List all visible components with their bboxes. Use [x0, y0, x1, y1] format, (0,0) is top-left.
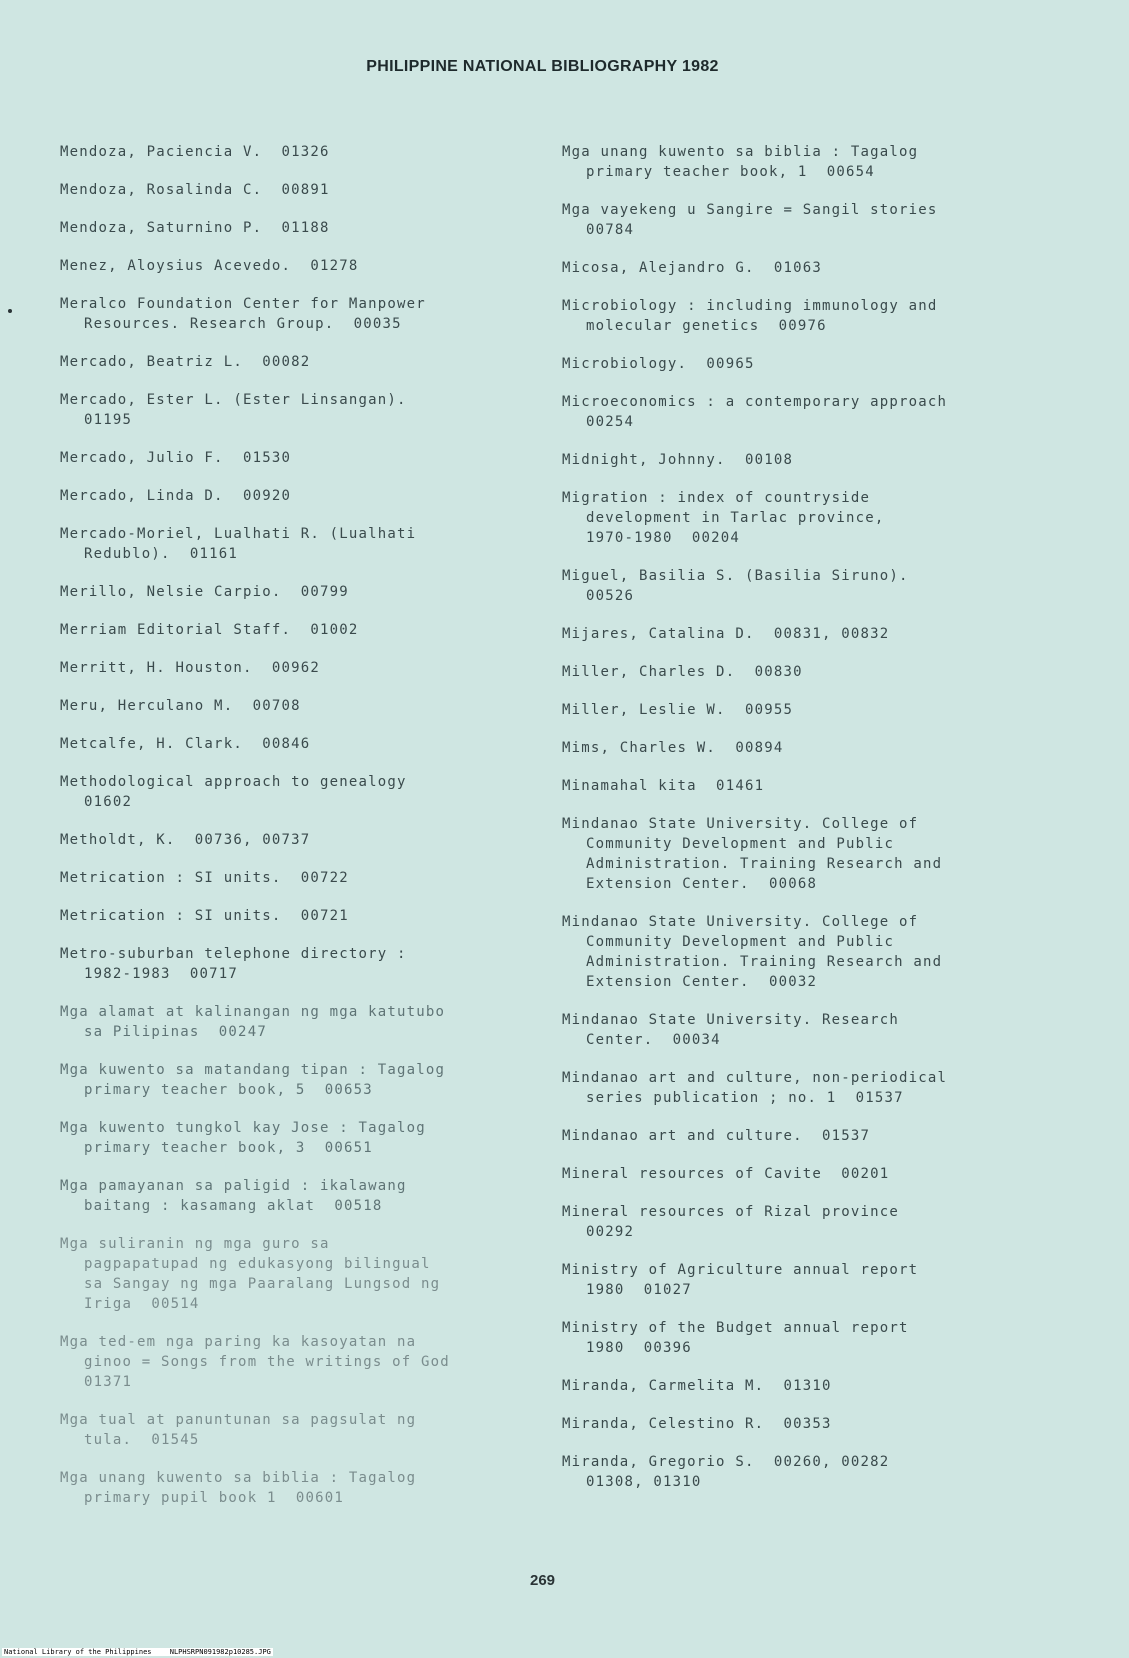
bibliography-entry: Ministry of Agriculture annual report 1980 01027	[562, 1262, 919, 1298]
bibliography-entry: Micosa, Alejandro G. 01063	[562, 260, 822, 276]
bibliography-entry: Mga alamat at kalinangan ng mga katutubo sa Pilipinas 00247	[60, 1004, 446, 1040]
bibliography-entry: Miranda, Celestino R. 00353	[562, 1416, 832, 1432]
bibliography-entry: Mercado-Moriel, Lualhati R. (Lualhati Redublo). 01161	[60, 526, 417, 562]
bibliography-entry: Miranda, Gregorio S. 00260, 00282 01308, 01310	[562, 1454, 890, 1490]
bibliography-entry: Mindanao art and culture, non-periodical series publication ; no. 1 01537	[562, 1070, 948, 1106]
bibliography-entry: Mercado, Julio F. 01530	[60, 450, 292, 466]
bibliography-entry: Merritt, H. Houston. 00962	[60, 660, 320, 676]
bibliography-entry: Mendoza, Paciencia V. 01326	[60, 144, 330, 160]
bibliography-entry: Mijares, Catalina D. 00831, 00832	[562, 626, 890, 642]
bibliography-entry: Migration : index of countryside development in Tarlac province, 1970-1980 00204	[562, 490, 885, 546]
bibliography-entry: Midnight, Johnny. 00108	[562, 452, 794, 468]
bibliography-entry: Mga unang kuwento sa biblia : Tagalog primary pupil book 1 00601	[60, 1470, 417, 1506]
footer-file: NLPHSRPN091982p10285.JPG	[169, 1648, 271, 1656]
bibliography-entry: Metrication : SI units. 00721	[60, 908, 349, 924]
bibliography-entry: Mindanao State University. College of Community Development and Public Administration. Training Research and Extension Center. 00032	[562, 914, 943, 990]
bibliography-entry: Mindanao State University. Research Center. 00034	[562, 1012, 900, 1048]
bibliography-entry: Mercado, Ester L. (Ester Linsangan). 01195	[60, 392, 407, 428]
bibliography-entry: Mendoza, Rosalinda C. 00891	[60, 182, 330, 198]
bibliography-entry: Mineral resources of Rizal province 00292	[562, 1204, 900, 1240]
bibliography-entry: Metrication : SI units. 00722	[60, 870, 349, 886]
bibliography-entry: Mercado, Linda D. 00920	[60, 488, 292, 504]
bibliography-entry: Methodological approach to genealogy 01602	[60, 774, 407, 810]
bibliography-entry: Minamahal kita 01461	[562, 778, 765, 794]
footer-library: National Library of the Philippines	[4, 1648, 152, 1656]
bibliography-entry: Ministry of the Budget annual report 1980 00396	[562, 1320, 909, 1356]
bibliography-entry: Metholdt, K. 00736, 00737	[60, 832, 311, 848]
bibliography-entry: Mga pamayanan sa paligid : ikalawang baitang : kasamang aklat 00518	[60, 1178, 407, 1214]
bibliography-entry: Miguel, Basilia S. (Basilia Siruno). 00526	[562, 568, 909, 604]
bibliography-entry: Mga suliranin ng mga guro sa pagpapatupad ng edukasyong bilingual sa Sangay ng mga Paaralang Lungsod ng Iriga 00514	[60, 1236, 441, 1312]
margin-mark	[8, 309, 12, 313]
bibliography-entry: Mineral resources of Cavite 00201	[562, 1166, 890, 1182]
bibliography-entry: Merillo, Nelsie Carpio. 00799	[60, 584, 349, 600]
bibliography-entry: Mims, Charles W. 00894	[562, 740, 784, 756]
page-title: PHILIPPINE NATIONAL BIBLIOGRAPHY 1982	[366, 58, 719, 75]
left-column	[60, 142, 520, 1526]
bibliography-entry: Merriam Editorial Staff. 01002	[60, 622, 359, 638]
page-number: 269	[529, 1572, 556, 1589]
bibliography-entry: Mercado, Beatriz L. 00082	[60, 354, 311, 370]
bibliography-entry: Mendoza, Saturnino P. 01188	[60, 220, 330, 236]
bibliography-entry: Mga unang kuwento sa biblia : Tagalog primary teacher book, 1 00654	[562, 144, 919, 180]
bibliography-entry: Miranda, Carmelita M. 01310	[562, 1378, 832, 1394]
bibliography-entry: Microbiology. 00965	[562, 356, 755, 372]
bibliography-entry: Miller, Leslie W. 00955	[562, 702, 794, 718]
right-column	[562, 142, 1022, 1510]
bibliography-entry: Mindanao art and culture. 01537	[562, 1128, 871, 1144]
bibliography-entry: Mga vayekeng u Sangire = Sangil stories 00784	[562, 202, 938, 238]
bibliography-entry: Mga kuwento sa matandang tipan : Tagalog primary teacher book, 5 00653	[60, 1062, 446, 1098]
bibliography-entry: Metcalfe, H. Clark. 00846	[60, 736, 311, 752]
bibliography-entry: Meralco Foundation Center for Manpower Resources. Research Group. 00035	[60, 296, 426, 332]
bibliography-entry: Mindanao State University. College of Community Development and Public Administration. Training Research and Extension Center. 00068	[562, 816, 943, 892]
bibliography-entry: Metro-suburban telephone directory : 1982-1983 00717	[60, 946, 407, 982]
bibliography-entry: Meru, Herculano M. 00708	[60, 698, 301, 714]
bibliography-entry: Menez, Aloysius Acevedo. 01278	[60, 258, 359, 274]
bibliography-entry: Miller, Charles D. 00830	[562, 664, 803, 680]
bibliography-entry: Mga tual at panuntunan sa pagsulat ng tula. 01545	[60, 1412, 417, 1448]
bibliography-entry: Microbiology : including immunology and molecular genetics 00976	[562, 298, 938, 334]
bibliography-entry: Mga kuwento tungkol kay Jose : Tagalog primary teacher book, 3 00651	[60, 1120, 426, 1156]
bibliography-entry: Mga ted-em nga paring ka kasoyatan na ginoo = Songs from the writings of God 01371	[60, 1334, 450, 1390]
bibliography-entry: Microeconomics : a contemporary approach 00254	[562, 394, 948, 430]
scan-footer	[2, 1648, 273, 1656]
